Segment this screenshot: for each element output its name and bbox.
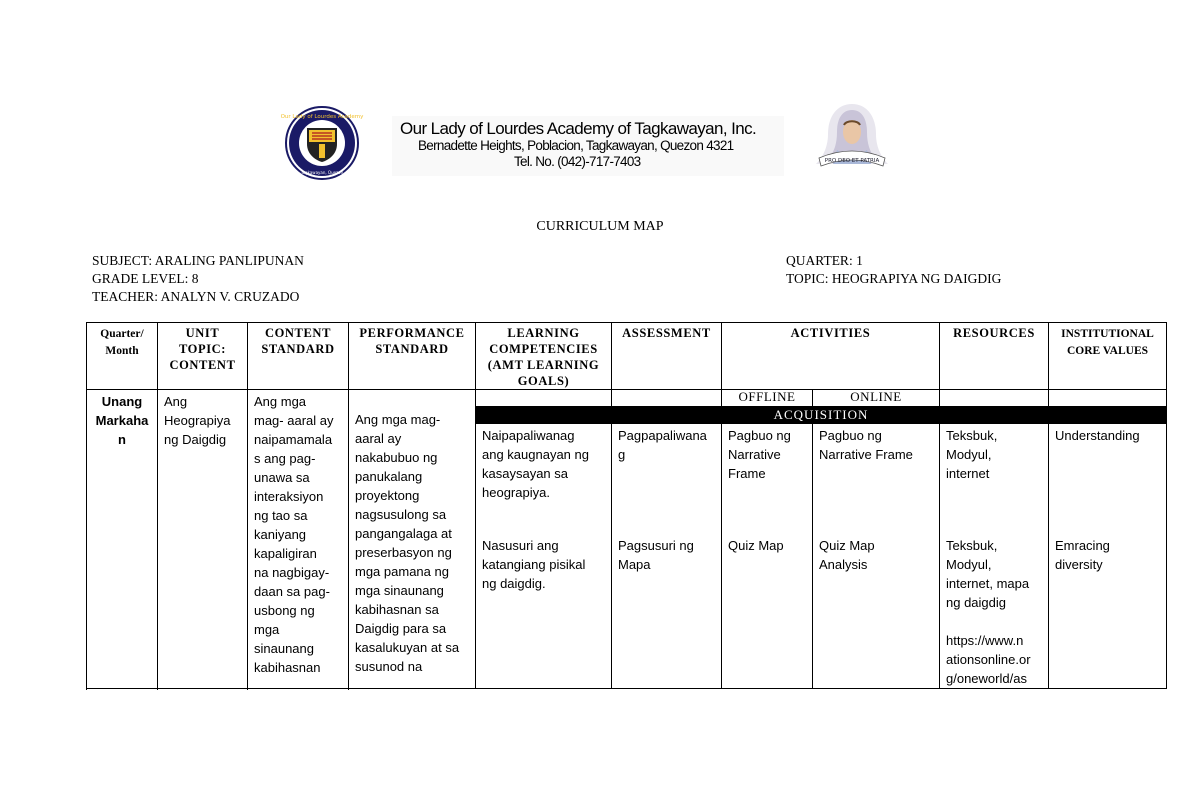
school-address: Bernadette Heights, Poblacion, Tagkawayan, Quezon 4321 (418, 138, 734, 153)
cell-line: Understanding (1055, 428, 1140, 443)
cell-line: Naipapaliwanag (482, 428, 575, 443)
cell-line: Modyul, (946, 447, 992, 462)
cell-line: Ang (164, 394, 188, 409)
cell-line: proyektong (355, 488, 420, 503)
cell-line: Nasusuri ang (482, 538, 559, 553)
cell-line: kabihasnan sa (355, 602, 439, 617)
cell-line: s ang pag- (254, 451, 316, 466)
cell-line: susunod na (355, 659, 423, 674)
resources-cell (940, 424, 1049, 537)
cell-line: pangangalaga at (355, 526, 452, 541)
header-performance-standard (349, 323, 476, 390)
cell-line: mag- aaral ay (254, 413, 334, 428)
cell-line: preserbasyon ng (355, 545, 452, 560)
sub-header-row (87, 390, 1167, 407)
cell-line: diversity (1055, 557, 1103, 572)
header-content-standard (248, 323, 349, 390)
cell-line: katangiang pisikal (482, 557, 586, 572)
header-line: INSTITUTIONAL (1061, 328, 1154, 340)
header-resources: RESOURCES (940, 323, 1049, 390)
online-header: ONLINE (813, 390, 940, 407)
cell-line: g/oneworld/as (946, 671, 1027, 686)
cell-line: panukalang (355, 469, 423, 484)
online-activity-cell (813, 536, 940, 689)
header-quarter (87, 323, 158, 390)
header-line: LEARNING (507, 326, 580, 340)
online-activity-cell (813, 424, 940, 537)
cell-line: unawa sa (254, 470, 310, 485)
grade-level-line: GRADE LEVEL: 8 (92, 271, 199, 286)
header-line: TOPIC: (178, 342, 227, 356)
cell-line: ationsonline.or (946, 652, 1031, 667)
empty-cell (1049, 390, 1167, 407)
cell-line: ng daigdig (946, 595, 1006, 610)
competency-cell (476, 424, 612, 537)
cell-line: Ang mga mag- (355, 412, 441, 427)
cell-line: kaniyang (254, 527, 307, 542)
header-row (87, 323, 1167, 390)
cell-line: Teksbuk, (946, 538, 998, 553)
cell-line: Ang mga (254, 394, 307, 409)
empty-cell (476, 390, 612, 407)
cell-line: g (618, 447, 626, 462)
competency-cell (476, 536, 612, 689)
header-line: (AMT LEARNING (487, 358, 600, 372)
content-standard-cell (248, 390, 349, 689)
school-name: Our Lady of Lourdes Academy of Tagkawayan, Inc. (400, 119, 757, 138)
acquisition-band: ACQUISITION (476, 407, 1167, 424)
cell-line: Unang (101, 394, 143, 409)
school-telephone: Tel. No. (042)-717-7403 (514, 154, 641, 169)
teacher-line: TEACHER: ANALYN V. CRUZADO (92, 289, 300, 304)
header-unit-topic (158, 323, 248, 390)
cell-line: ang kaugnayan ng (482, 447, 589, 462)
quarter-line: QUARTER: 1 (786, 253, 863, 268)
offline-activity-cell (722, 424, 813, 537)
cell-line: Analysis (819, 557, 868, 572)
right-meta (786, 252, 1001, 288)
cell-line: kasaysayan sa (482, 466, 568, 481)
quarter-cell (87, 390, 158, 689)
performance-standard-cell (349, 390, 476, 689)
cell-line (946, 612, 1042, 631)
cell-line: ng Daigdig (164, 432, 227, 447)
cell-line: mga (254, 622, 280, 637)
cell-line: Pagbuo ng (819, 428, 882, 443)
cell-line: daan sa pag- (254, 584, 330, 599)
cell-line: kapaligiran (254, 546, 317, 561)
empty-cell (612, 390, 722, 407)
cell-line: Quiz Map (728, 538, 784, 553)
cell-line: Daigdig para sa (355, 621, 447, 636)
school-seal-icon (280, 106, 364, 180)
cell-line: nagsusulong sa (355, 507, 447, 522)
cell-line: Mapa (618, 557, 651, 572)
cell-line: sinaunang (254, 641, 314, 656)
cell-line: kabihasnan (254, 660, 321, 675)
header-line: STANDARD (261, 342, 335, 356)
cell-line: Quiz Map (819, 538, 875, 553)
cell-line: heograpiya. (482, 485, 550, 500)
seal-text: Our Lady of Lourdes Academy (280, 114, 364, 120)
document-title: CURRICULUM MAP (536, 219, 664, 234)
cell-line: internet (946, 466, 990, 481)
cell-line: Narrative (728, 447, 781, 462)
cell-line: mga sinaunang (355, 583, 444, 598)
header-line: Month (105, 345, 139, 357)
core-value-cell (1049, 536, 1167, 689)
cell-line: ng daigdig. (482, 576, 546, 591)
cell-line: Narrative Frame (819, 447, 913, 462)
header-line: GOALS) (517, 374, 570, 388)
cell-line: usbong ng (254, 603, 315, 618)
cell-line: Pagbuo ng (728, 428, 791, 443)
header-line: CONTENT (169, 358, 236, 372)
header-core-values (1049, 323, 1167, 390)
header-learning-competencies (476, 323, 612, 390)
offline-header: OFFLINE (722, 390, 813, 407)
motto-text: PRO DEO ET PATRIA (824, 158, 880, 164)
offline-activity-cell (722, 536, 813, 689)
topic-line: TOPIC: HEOGRAPIYA NG DAIGDIG (786, 271, 1002, 286)
cell-line: https://www.n (946, 633, 1024, 648)
cell-line: interaksiyon (254, 489, 324, 504)
cell-line: Heograpiya (164, 413, 231, 428)
cell-line: Emracing (1055, 538, 1110, 553)
cell-line: kasalukuyan at sa (355, 640, 460, 655)
cell-line: Frame (728, 466, 766, 481)
assessment-cell (612, 536, 722, 689)
header-line: PERFORMANCE (359, 326, 465, 340)
header-line: Quarter/ (100, 328, 144, 340)
cell-line: na nagbigay- (254, 565, 330, 580)
cell-line: Markaha (95, 413, 149, 428)
core-value-cell (1049, 424, 1167, 537)
madonna-image-icon (811, 100, 893, 174)
header-line: COMPETENCIES (489, 342, 598, 356)
cell-line: ng tao sa (254, 508, 308, 523)
header-line: STANDARD (375, 342, 449, 356)
resources-cell (940, 536, 1049, 689)
cell-line: Pagpapaliwana (618, 428, 707, 443)
header-activities: ACTIVITIES (722, 323, 940, 390)
cell-line: Pagsusuri ng (618, 538, 694, 553)
unit-topic-cell (158, 390, 248, 689)
cell-line: aaral ay (355, 431, 402, 446)
cell-line: nakabubuo ng (355, 450, 438, 465)
header-line: UNIT (185, 326, 220, 340)
cell-line: internet, mapa (946, 576, 1030, 591)
cell-line: mga pamana ng (355, 564, 449, 579)
cell-line: Modyul, (946, 557, 992, 572)
empty-cell (940, 390, 1049, 407)
cell-line: naipamamala (254, 432, 333, 447)
header-line: CORE VALUES (1066, 345, 1149, 357)
assessment-cell (612, 424, 722, 537)
header-assessment: ASSESSMENT (612, 323, 722, 390)
cell-line: n (118, 432, 126, 447)
subject-line: SUBJECT: ARALING PANLIPUNAN (92, 253, 304, 268)
left-meta (92, 252, 304, 306)
seal-bottom-text: Tagkawayan, Quezon (300, 170, 344, 175)
header-line: CONTENT (264, 326, 332, 340)
curriculum-map-table (86, 322, 1167, 689)
cell-line: Teksbuk, (946, 428, 998, 443)
